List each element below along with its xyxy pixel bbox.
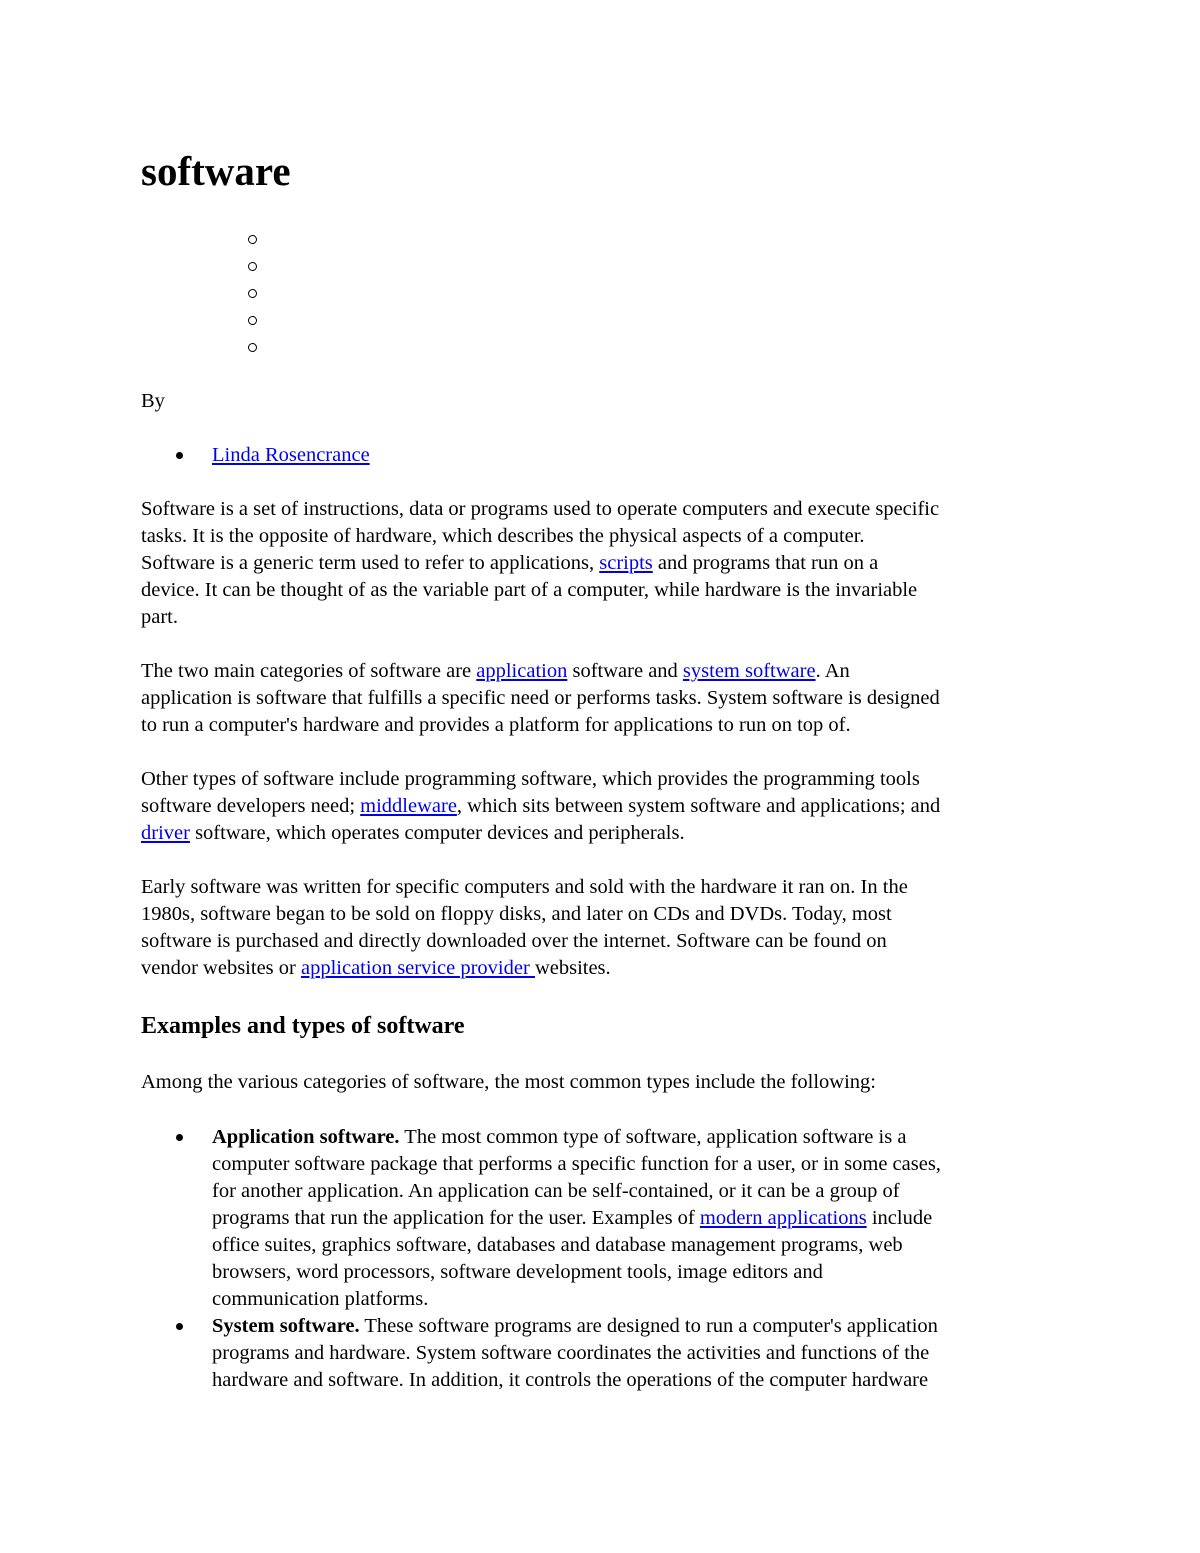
text-line: tasks. It is the opposite of hardware, which describes the physical aspects of a computer. <box>141 525 865 547</box>
text-line: for another application. An application can be self-contained, or it can be a group of <box>212 1180 900 1202</box>
scripts-link[interactable]: scripts <box>599 552 653 574</box>
author-list-item <box>141 442 370 469</box>
application-service-provider-link[interactable]: application service provider <box>300 957 535 979</box>
text-line: office suites, graphics software, databases and database management programs, web <box>212 1234 903 1256</box>
byline-label: By <box>141 390 165 412</box>
text-line: vendor websites or application service provider websites. <box>141 957 611 979</box>
categories-paragraph <box>141 658 1061 739</box>
text-line: driver software, which operates computer devices and peripherals. <box>141 822 685 844</box>
text-line: programs that run the application for the user. Examples of modern applications include <box>212 1207 933 1229</box>
text-line: Other types of software include programming software, which provides the programming tools <box>141 768 920 790</box>
text-line: The two main categories of software are application software and system software. An <box>141 660 850 682</box>
text-line: to run a computer's hardware and provides a platform for applications to run on top of. <box>141 714 851 736</box>
section-heading: Examples and types of software <box>141 1013 465 1039</box>
disc-bullet-icon <box>176 1134 183 1141</box>
text-line: part. <box>141 606 178 628</box>
text-line: hardware and software. In addition, it controls the operations of the computer hardware <box>212 1369 929 1391</box>
text-line: Software is a generic term used to refer to applications, scripts and programs that run on a <box>141 552 879 574</box>
circle-bullet-icon <box>248 316 257 325</box>
modern-applications-link[interactable]: modern applications <box>699 1207 867 1229</box>
page-title: software <box>141 148 291 194</box>
text-line: communication platforms. <box>212 1288 429 1310</box>
text-line: computer software package that performs a specific function for a user, or in some cases, <box>212 1153 941 1175</box>
text-line: software is purchased and directly downloaded over the internet. Software can be found on <box>141 930 887 952</box>
text-line: 1980s, software began to be sold on floppy disks, and later on CDs and DVDs. Today, most <box>141 903 892 925</box>
driver-link[interactable]: driver <box>141 822 190 844</box>
types-intro-paragraph <box>141 1069 1061 1096</box>
text-line: application is software that fulfills a specific need or performs tasks. System software is designed <box>141 687 940 709</box>
author-link[interactable]: Linda Rosencrance <box>212 444 370 466</box>
circle-bullet-icon <box>248 235 257 244</box>
history-paragraph <box>141 874 1061 982</box>
disc-bullet-icon <box>176 1323 183 1330</box>
text-line: Among the various categories of software, the most common types include the following: <box>141 1071 876 1093</box>
application-link[interactable]: application <box>476 660 568 682</box>
text-line: software developers need; middleware, which sits between system software and applications; and <box>141 795 941 817</box>
circle-bullet-icon <box>248 289 257 298</box>
list-item-system-software <box>141 1313 1061 1394</box>
software-types-list <box>141 1124 1061 1394</box>
text-line: programs and hardware. System software coordinates the activities and functions of the <box>212 1342 930 1364</box>
list-item-application-software <box>141 1124 1061 1313</box>
text-line: browsers, word processors, software development tools, image editors and <box>212 1261 823 1283</box>
disc-bullet-icon <box>176 452 183 459</box>
text-line: device. It can be thought of as the variable part of a computer, while hardware is the invariable <box>141 579 918 601</box>
other-types-paragraph <box>141 766 1061 847</box>
text-line: Software is a set of instructions, data or programs used to operate computers and execute specific <box>141 498 940 520</box>
text-line: Early software was written for specific computers and sold with the hardware it ran on. In the <box>141 876 908 898</box>
author-list <box>141 442 370 469</box>
text-line: System software. These software programs are designed to run a computer's application <box>212 1315 938 1337</box>
system-software-link[interactable]: system software <box>682 660 816 682</box>
text-line: Application software. The most common type of software, application software is a <box>212 1126 907 1148</box>
middleware-link[interactable]: middleware <box>360 795 457 817</box>
circle-bullet-icon <box>248 262 257 271</box>
circle-bullet-icon <box>248 343 257 352</box>
intro-paragraph <box>141 496 1061 631</box>
